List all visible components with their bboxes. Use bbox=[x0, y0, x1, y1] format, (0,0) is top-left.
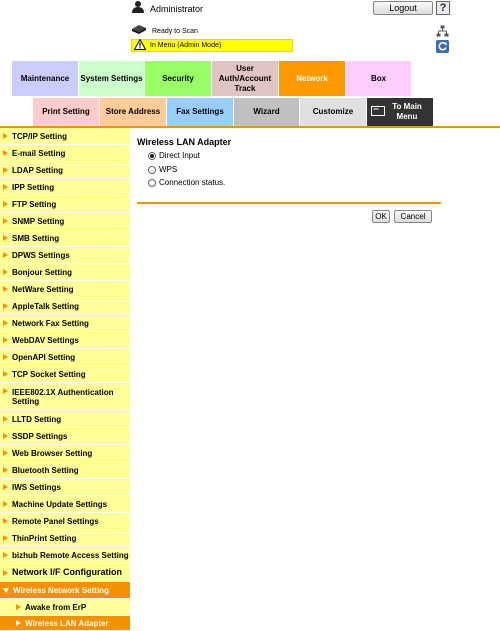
warning-icon bbox=[134, 37, 146, 55]
sidebar-item-openapi[interactable] bbox=[0, 349, 130, 366]
tab-customize[interactable] bbox=[300, 98, 366, 126]
sidebar-item-tcp-ip[interactable] bbox=[0, 128, 130, 145]
sidebar-item-label: SMB Setting bbox=[12, 233, 60, 243]
sidebar-item-bizhub-remote[interactable] bbox=[0, 547, 130, 564]
sidebar-item-label: Remote Panel Settings bbox=[12, 516, 99, 526]
tab-network[interactable] bbox=[279, 61, 345, 96]
arrow-right-icon bbox=[3, 320, 8, 326]
tab-wizard[interactable] bbox=[234, 98, 299, 126]
radio-connection-status[interactable] bbox=[148, 178, 225, 187]
sidebar-item-dpws[interactable] bbox=[0, 247, 130, 264]
sidebar bbox=[0, 128, 130, 631]
tab-system-settings[interactable] bbox=[79, 61, 144, 96]
arrow-right-icon bbox=[3, 286, 8, 292]
tab-label: Print Setting bbox=[42, 107, 90, 116]
sidebar-item-iws[interactable] bbox=[0, 479, 130, 496]
logout-button[interactable]: Logout bbox=[373, 1, 433, 15]
sitemap-icon[interactable] bbox=[436, 24, 449, 36]
user-info bbox=[131, 2, 371, 16]
arrow-right-icon bbox=[3, 416, 8, 422]
tab-label: Fax Settings bbox=[176, 107, 224, 116]
sidebar-item-label: TCP Socket Setting bbox=[12, 369, 86, 379]
sidebar-item-bluetooth[interactable] bbox=[0, 462, 130, 479]
sidebar-item-label: IEEE802.1X Authentication Setting bbox=[12, 387, 114, 406]
arrow-right-icon bbox=[3, 484, 8, 490]
sidebar-item-lltd[interactable] bbox=[0, 411, 130, 428]
tab-label: Network bbox=[296, 73, 328, 83]
radio-wps[interactable] bbox=[148, 165, 177, 174]
tab-store-address[interactable] bbox=[100, 98, 166, 126]
sidebar-item-ssdp[interactable] bbox=[0, 428, 130, 445]
sidebar-item-label: Wireless LAN Adapter bbox=[25, 618, 109, 628]
page-title: Wireless LAN Adapter bbox=[137, 137, 232, 147]
tab-fax-settings[interactable] bbox=[167, 98, 233, 126]
sidebar-item-label: NetWare Setting bbox=[12, 284, 74, 294]
arrow-right-icon bbox=[3, 201, 8, 207]
radio-label: Connection status. bbox=[159, 178, 226, 187]
tab-label: To Main Menu bbox=[392, 102, 422, 121]
sidebar-item-label: OpenAPI Setting bbox=[12, 352, 76, 362]
arrow-right-icon bbox=[3, 235, 8, 241]
sidebar-item-smb[interactable] bbox=[0, 230, 130, 247]
sidebar-item-label: TCP/IP Setting bbox=[12, 131, 67, 141]
sidebar-item-label: DPWS Settings bbox=[12, 250, 70, 260]
sidebar-item-appletalk[interactable] bbox=[0, 298, 130, 315]
cancel-button[interactable]: Cancel bbox=[394, 210, 432, 223]
content-divider bbox=[137, 202, 441, 204]
sidebar-item-label: E-mail Setting bbox=[12, 148, 66, 158]
tab-print-setting[interactable] bbox=[33, 98, 99, 126]
sidebar-item-ftp[interactable] bbox=[0, 196, 130, 213]
sidebar-item-label: bizhub Remote Access Setting bbox=[12, 550, 129, 560]
sidebar-item-label: FTP Setting bbox=[12, 199, 57, 209]
arrow-right-icon bbox=[3, 252, 8, 258]
radio-button[interactable] bbox=[148, 179, 156, 187]
arrow-right-icon bbox=[3, 218, 8, 224]
sidebar-item-label: SNMP Setting bbox=[12, 216, 65, 226]
arrow-down-icon bbox=[3, 588, 9, 593]
sidebar-item-label: WebDAV Settings bbox=[12, 335, 79, 345]
sidebar-item-web-browser[interactable] bbox=[0, 445, 130, 462]
sidebar-item-label: Network Fax Setting bbox=[12, 318, 89, 328]
arrow-right-icon bbox=[3, 133, 8, 139]
tab-maintenance[interactable] bbox=[12, 61, 78, 96]
radio-button[interactable] bbox=[148, 152, 156, 160]
sidebar-item-webdav[interactable] bbox=[0, 332, 130, 349]
sidebar-item-network-if[interactable] bbox=[0, 564, 130, 582]
tab-security[interactable] bbox=[145, 61, 211, 96]
sidebar-item-label: SSDP Settings bbox=[12, 431, 68, 441]
tab-label: Customize bbox=[312, 107, 354, 116]
user-label: Administrator bbox=[150, 4, 204, 14]
help-button[interactable]: ? bbox=[436, 1, 450, 15]
arrow-right-icon bbox=[3, 467, 8, 473]
sidebar-item-label: LLTD Setting bbox=[12, 414, 62, 424]
arrow-right-icon bbox=[3, 337, 8, 343]
tab-box[interactable] bbox=[346, 61, 411, 96]
sidebar-item-network-fax[interactable] bbox=[0, 315, 130, 332]
sidebar-item-ieee8021x[interactable] bbox=[0, 383, 130, 411]
arrow-right-icon bbox=[3, 269, 8, 275]
sidebar-item-thinprint[interactable] bbox=[0, 530, 130, 547]
arrow-right-icon bbox=[16, 604, 21, 610]
sidebar-item-bonjour[interactable] bbox=[0, 264, 130, 281]
sidebar-item-ldap[interactable] bbox=[0, 162, 130, 179]
tab-label: Security bbox=[162, 73, 194, 83]
arrow-right-icon bbox=[3, 450, 8, 456]
sidebar-item-remote-panel[interactable] bbox=[0, 513, 130, 530]
arrow-right-icon bbox=[3, 433, 8, 439]
to-main-menu-button[interactable] bbox=[367, 98, 433, 126]
admin-mode-bar bbox=[131, 39, 293, 52]
sidebar-item-ipp[interactable] bbox=[0, 179, 130, 196]
sidebar-item-label: IPP Setting bbox=[12, 182, 55, 192]
tab-label: Store Address bbox=[105, 107, 161, 116]
sidebar-item-label: Machine Update Settings bbox=[12, 499, 108, 509]
tab-label: Wizard bbox=[253, 107, 280, 116]
sidebar-item-machine-update[interactable] bbox=[0, 496, 130, 513]
sidebar-item-label: IWS Settings bbox=[12, 482, 61, 492]
radio-selected-dot bbox=[150, 154, 154, 158]
arrow-right-icon bbox=[3, 184, 8, 190]
tab-label: System Settings bbox=[80, 73, 143, 83]
status-label: Ready to Scan bbox=[152, 27, 198, 35]
sidebar-item-label: AppleTalk Setting bbox=[12, 301, 79, 311]
user-icon bbox=[131, 0, 145, 19]
tab-label: Box bbox=[370, 73, 387, 83]
arrow-right-icon bbox=[3, 167, 8, 173]
arrow-right-icon bbox=[3, 501, 8, 507]
sidebar-item-awake-erp[interactable] bbox=[0, 599, 130, 616]
tab-label: User Auth/Account Track bbox=[218, 63, 272, 93]
sidebar-item-label: Awake from ErP bbox=[25, 602, 87, 612]
sidebar-item-wireless-lan-adapter[interactable] bbox=[0, 616, 130, 631]
arrow-right-icon bbox=[3, 535, 8, 541]
arrow-right-icon bbox=[16, 620, 21, 626]
arrow-right-icon bbox=[3, 388, 8, 394]
sidebar-item-label: Bluetooth Setting bbox=[12, 465, 79, 475]
radio-label: WPS bbox=[159, 165, 178, 174]
tab-label: Maintenance bbox=[20, 73, 70, 83]
sidebar-item-wireless-network[interactable] bbox=[0, 582, 130, 599]
sidebar-item-label: Network I/F Configuration bbox=[12, 567, 122, 577]
arrow-right-icon bbox=[3, 150, 8, 156]
sidebar-item-netware[interactable] bbox=[0, 281, 130, 298]
sidebar-item-label: LDAP Setting bbox=[12, 165, 63, 175]
home-screen-icon bbox=[371, 106, 385, 119]
sidebar-item-snmp[interactable] bbox=[0, 213, 130, 230]
refresh-icon[interactable] bbox=[436, 40, 449, 53]
ok-button[interactable]: OK bbox=[372, 210, 390, 223]
arrow-right-icon bbox=[3, 518, 8, 524]
sidebar-item-tcp-socket[interactable] bbox=[0, 366, 130, 383]
sidebar-item-label: Web Browser Setting bbox=[12, 448, 93, 458]
arrow-right-icon bbox=[3, 371, 8, 377]
arrow-right-icon bbox=[3, 354, 8, 360]
sidebar-item-label: Wireless Network Setting bbox=[13, 585, 109, 595]
arrow-right-icon bbox=[3, 570, 8, 576]
radio-button[interactable] bbox=[148, 166, 156, 174]
arrow-right-icon bbox=[3, 303, 8, 309]
sidebar-item-email[interactable] bbox=[0, 145, 130, 162]
radio-label: Direct Input bbox=[159, 151, 200, 160]
tab-user-auth[interactable] bbox=[212, 61, 278, 96]
mode-label: In Menu (Admin Mode) bbox=[150, 42, 222, 49]
sidebar-item-label: ThinPrint Setting bbox=[12, 533, 77, 543]
arrow-right-icon bbox=[3, 552, 8, 558]
radio-direct-input[interactable] bbox=[148, 151, 200, 160]
sidebar-item-label: Bonjour Setting bbox=[12, 267, 72, 277]
